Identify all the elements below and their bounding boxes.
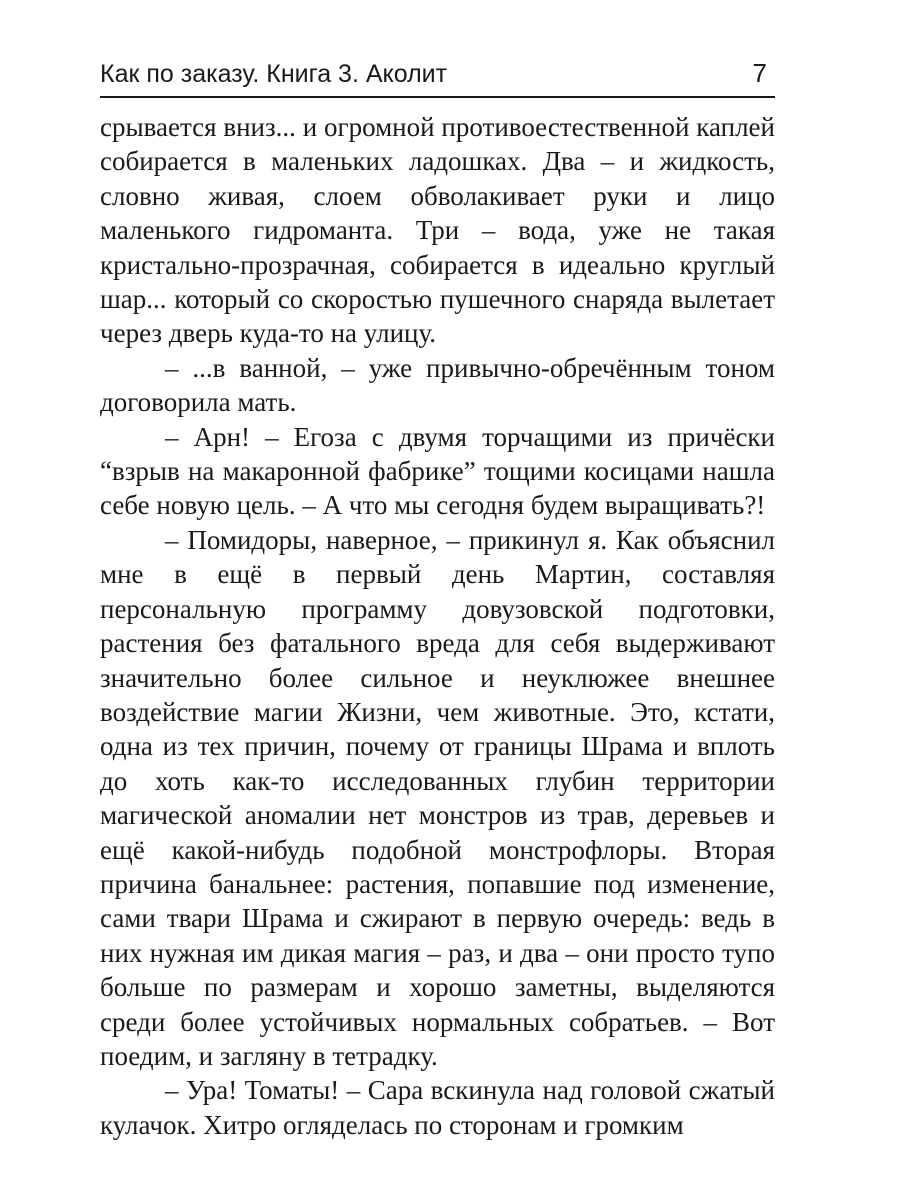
book-page — [100, 55, 775, 1142]
page-number: 7 — [752, 58, 767, 88]
book-title: Как по заказу. Книга 3. Аколит — [100, 60, 448, 88]
paragraph: – ...в ванной, – уже привычно-обречённым тоном договорила мать. — [100, 352, 775, 418]
paragraph: – Арн! – Егоза с двумя торчащими из причёски “взрыв на макаронной фабрике” тощими косицами нашла себе новую цель. – А что мы сегодня будем выращивать?! — [100, 421, 775, 521]
paragraph: – Ура! Томаты! – Сара вскинула над головой сжатый кулачок. Хитро огляделась по сторонам и громким — [100, 1075, 775, 1140]
paragraph-continued: срывается вниз... и огромной противоестественной каплей собирается в маленьких ладошках. Два – и жидкость, словно живая, слоем обволакивает руки и лицо маленького гидроманта. Три – вода, уже не такая кристально-прозрачная, собирается в идеально круглый шар... который со скоростью пушечного снаряда вылетает через дверь куда-то на улицу. — [100, 112, 775, 349]
paragraph: – Помидоры, наверное, – прикинул я. Как объяснил мне в ещё в первый день Мартин, составляя персональную программу довузовской подготовки, растения без фатального вреда для себя выдерживают значительно более сильное и неуклюжее внешнее воздействие магии Жизни, чем животные. Это, кстати, одна из тех причин, почему от границы Шрама и вплоть до хоть как-то исследованных глубин территории магической аномалии нет монстров из трав, деревьев и ещё какой-нибудь подобной монстрофлоры. Вторая причина банальнее: растения, попавшие под изменение, сами твари Шрама и сжирают в первую очередь: ведь в них нужная им дикая магия – раз, и два – они просто тупо больше по размерам и хорошо заметны, выделяются среди более устойчивых нормальных собратьев. – Вот поедим, и загляну в тетрадку. — [100, 524, 775, 1071]
running-header — [100, 55, 775, 98]
body-text — [100, 110, 775, 1142]
